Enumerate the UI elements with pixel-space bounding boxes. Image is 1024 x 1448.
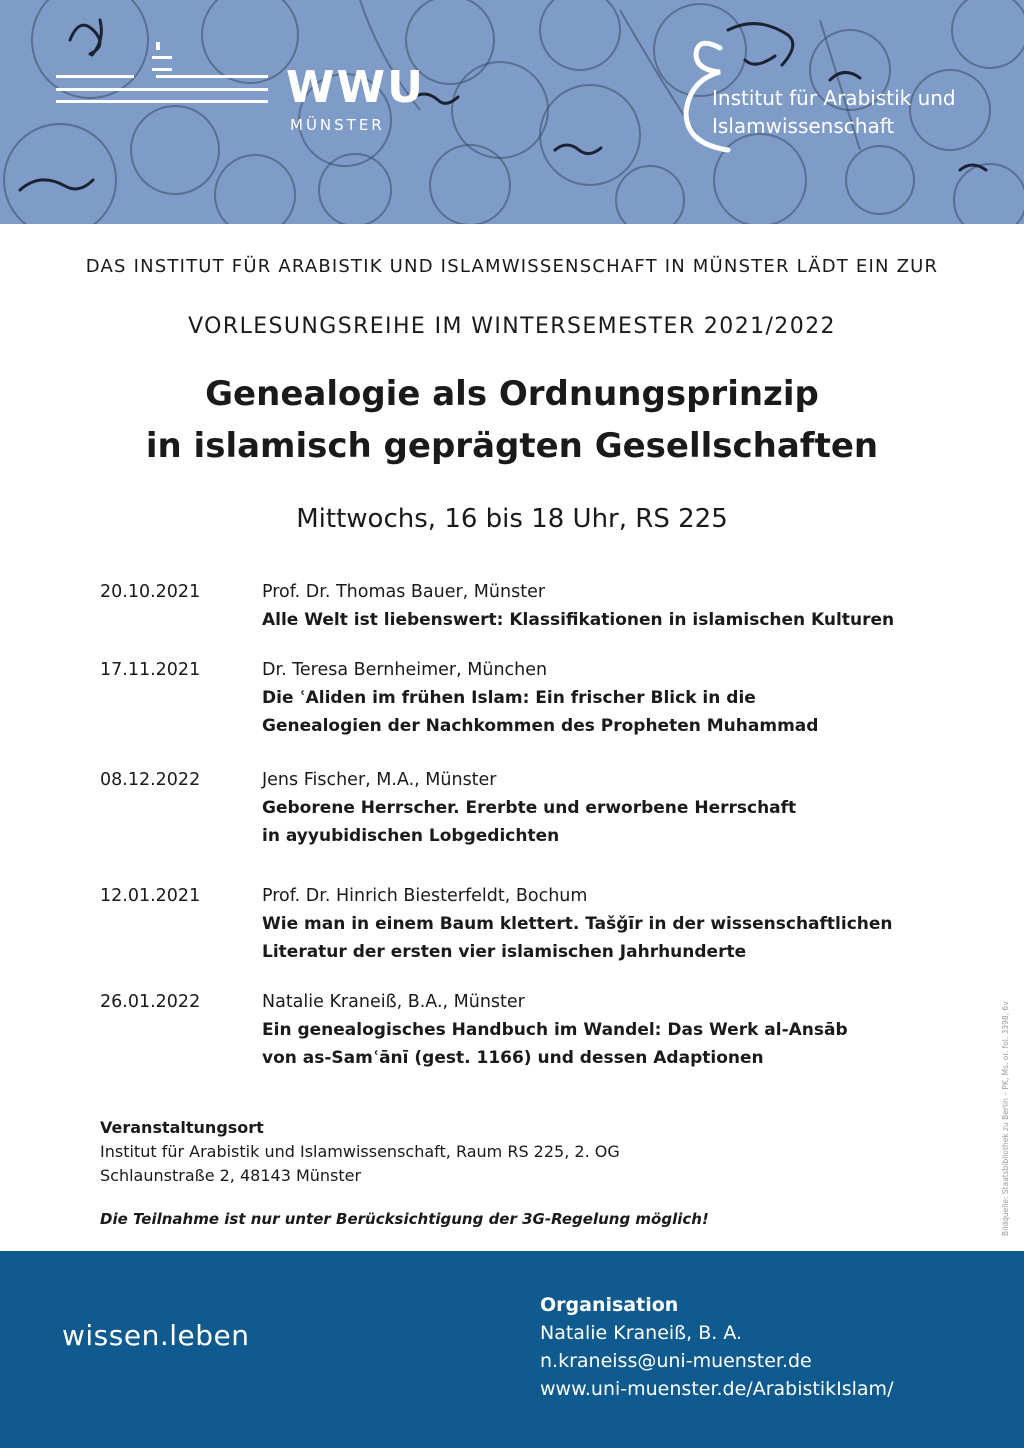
venue-block: [100, 1116, 620, 1188]
wwu-logo-subtext: MÜNSTER: [290, 116, 385, 134]
lecture-title: [262, 1016, 848, 1072]
lecture-speaker: Prof. Dr. Hinrich Biesterfeldt, Bochum: [262, 886, 588, 906]
wwu-logo-text: WWU: [286, 62, 425, 113]
institute-name: [712, 84, 956, 140]
lecture-title-line: Wie man in einem Baum klettert. Tašǧīr in der wissenschaftlichen: [262, 914, 893, 934]
lecture-speaker: Prof. Dr. Thomas Bauer, Münster: [262, 582, 546, 602]
footer-bar: [0, 1251, 1024, 1448]
page-title: [0, 368, 1024, 472]
lecture-title-line: Die ʿAliden im frühen Islam: Ein frischer Blick in die: [262, 688, 756, 708]
venue-heading: Veranstaltungsort: [100, 1118, 264, 1137]
organisation-website-link[interactable]: www.uni-muenster.de/ArabistikIslam/: [540, 1378, 894, 1400]
venue-address-line1: Institut für Arabistik und Islamwissenschaft, Raum RS 225, 2. OG: [100, 1142, 620, 1161]
title-line2: in islamisch geprägten Gesellschaften: [145, 426, 879, 466]
lecture-title: [262, 794, 796, 850]
lecture-title-line: Alle Welt ist liebenswert: Klassifikationen in islamischen Kulturen: [262, 610, 895, 630]
lecture-title-line: Geborene Herrscher. Ererbte und erworbene Herrschaft: [262, 798, 797, 818]
organisation-email-link[interactable]: n.kraneiss@uni-muenster.de: [540, 1350, 812, 1372]
lecture-title-line: Ein genealogisches Handbuch im Wandel: Das Werk al-Ansāb: [262, 1020, 848, 1040]
title-line1: Genealogie als Ordnungsprinzip: [205, 374, 819, 414]
lecture-title-line: Literatur der ersten vier islamischen Jahrhunderte: [262, 942, 747, 962]
lecture-date: 12.01.2021: [100, 886, 201, 906]
organisation-heading: Organisation: [540, 1294, 679, 1316]
lecture-title: [262, 684, 818, 740]
lecture-date: 17.11.2021: [100, 660, 201, 680]
wwu-logo-mark: [56, 42, 268, 126]
venue-address-line2: Schlaunstraße 2, 48143 Münster: [100, 1166, 362, 1185]
series-line: VORLESUNGSREIHE IM WINTERSEMESTER 2021/2022: [188, 314, 836, 339]
lecture-speaker: Dr. Teresa Bernheimer, München: [262, 660, 548, 680]
lecture-speaker: Natalie Kraneiß, B.A., Münster: [262, 992, 525, 1012]
lecture-date: 26.01.2022: [100, 992, 201, 1012]
footer-claim: wissen.leben: [62, 1319, 250, 1352]
attendance-notice: Die Teilnahme ist nur unter Berücksichtigung der 3G-Regelung möglich!: [100, 1210, 709, 1228]
invitation-line: DAS INSTITUT FÜR ARABISTIK UND ISLAMWISSENSCHAFT IN MÜNSTER LÄDT EIN ZUR: [85, 256, 939, 277]
organisation-name: Natalie Kraneiß, B. A.: [540, 1322, 743, 1344]
institute-name-line1: Institut für Arabistik und: [712, 86, 956, 110]
lecture-title-line: in ayyubidischen Lobgedichten: [262, 826, 560, 846]
schedule-line: Mittwochs, 16 bis 18 Uhr, RS 225: [296, 504, 728, 534]
image-credit: Bildquelle: Staatsbibliothek zu Berlin – PK, Ms. or. fol. 3398, 6v: [1001, 1001, 1010, 1236]
header-banner: [0, 0, 1024, 224]
lecture-date: 08.12.2022: [100, 770, 201, 790]
lecture-date: 20.10.2021: [100, 582, 201, 602]
lecture-title: [262, 910, 893, 966]
organisation-block: [540, 1291, 893, 1403]
lecture-speaker: Jens Fischer, M.A., Münster: [262, 770, 497, 790]
institute-name-line2: Islamwissenschaft: [712, 114, 895, 138]
lecture-title-line: von as-Samʿānī (gest. 1166) und dessen Adaptionen: [262, 1048, 764, 1068]
lecture-title-line: Genealogien der Nachkommen des Propheten Muhammad: [262, 716, 819, 736]
lecture-title: [262, 606, 894, 634]
